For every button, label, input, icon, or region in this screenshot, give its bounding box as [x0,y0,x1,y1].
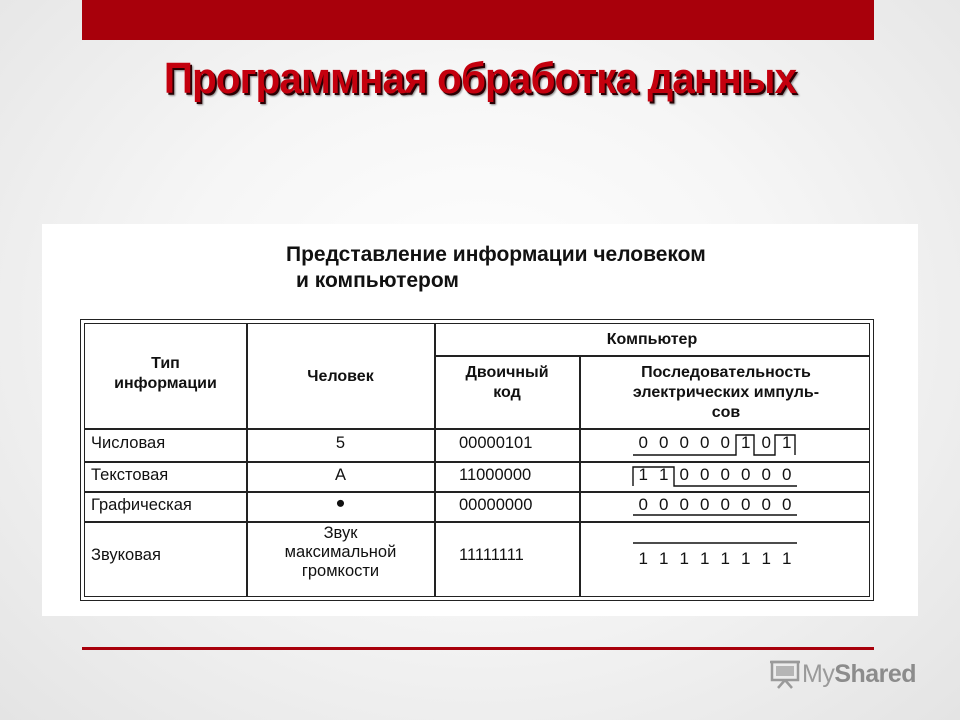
figure-title [286,242,706,294]
presentation-board-icon [768,658,802,690]
pulse-bit: 0 [741,465,751,484]
pulse-bit: 0 [679,433,689,452]
pulse-bit: 1 [741,549,751,568]
row-sound-human-line-1: Звук [323,524,358,542]
pulse-bit: 0 [741,495,751,514]
pulse-bit: 0 [720,433,730,452]
pulse-bit: 1 [720,549,730,568]
figure-title-line-1: Представление информации человеком [286,243,706,266]
header-computer: Компьютер [606,331,698,348]
pulse-bit: 0 [659,433,669,452]
row-text-binary: 11000000 [459,466,532,484]
pulse-bit: 0 [700,465,710,484]
info-table [80,319,874,601]
pulse-bit: 1 [782,433,792,452]
row-graphic-type: Графическая [91,496,192,514]
header-human: Человек [307,368,374,385]
header-pulses-line-2: электрических импуль- [632,384,820,401]
header-type-line-2: информации [114,375,217,392]
header-pulses-line-3: сов [711,404,741,421]
slide-title: Программная обработка данных [163,54,797,103]
pulse-bit: 0 [761,465,771,484]
pulse-bit: 0 [761,495,771,514]
pulse-bit: 1 [761,549,771,568]
row-graphic-binary: 00000000 [459,496,533,514]
row-numeric-human: 5 [335,434,346,452]
pulse-bit: 0 [638,495,648,514]
pulse-bit: 0 [761,433,771,452]
top-accent-bar [82,0,874,40]
figure-title-line-2: и компьютером [296,269,459,292]
row-numeric-binary: 00000101 [459,434,533,452]
info-table-inner [84,323,870,597]
pulse-bit: 1 [638,465,648,484]
pulse-bit: 0 [679,495,689,514]
bottom-accent-line [82,647,874,650]
pulse-waveform-text [633,467,797,486]
pulse-bit: 0 [659,495,669,514]
header-pulses-line-1: Последовательность [641,364,811,381]
row-sound-human-line-2: максимальной [284,543,397,561]
pulse-bit: 0 [782,495,792,514]
header-type-line-1: Тип [151,355,180,372]
pulse-bit: 0 [638,433,648,452]
pulse-bit: 1 [659,465,669,484]
pulse-bit: 0 [679,465,689,484]
row-sound-human-line-3: громкости [301,562,380,580]
pulse-bit: 0 [720,495,730,514]
row-text-human: A [334,466,346,484]
myshared-logo [768,658,916,690]
row-sound-binary: 11111111 [459,546,524,564]
pulse-bit: 1 [782,549,792,568]
figure-image [42,224,918,616]
logo-text-my: My [802,659,835,688]
pulse-bit: 0 [782,465,792,484]
header-binary-line-2: код [493,384,521,401]
pulse-bit: 0 [700,433,710,452]
header-binary-line-1: Двоичный [465,364,549,381]
pulse-waveforms [85,324,869,596]
pulse-bit: 1 [700,549,710,568]
pulse-bit: 0 [720,465,730,484]
row-numeric-type: Числовая [91,434,166,452]
pulse-bit: 1 [638,549,648,568]
row-text-type: Текстовая [91,466,169,484]
row-sound-type: Звуковая [91,546,161,564]
pulse-bit: 1 [679,549,689,568]
pulse-waveform-numeric [633,435,795,455]
row-graphic-human: ● [335,494,346,512]
pulse-bit: 1 [659,549,669,568]
logo-text-shared: Shared [834,659,917,688]
logo-text [802,660,916,689]
pulse-bit: 1 [741,433,751,452]
pulse-bit: 0 [700,495,710,514]
